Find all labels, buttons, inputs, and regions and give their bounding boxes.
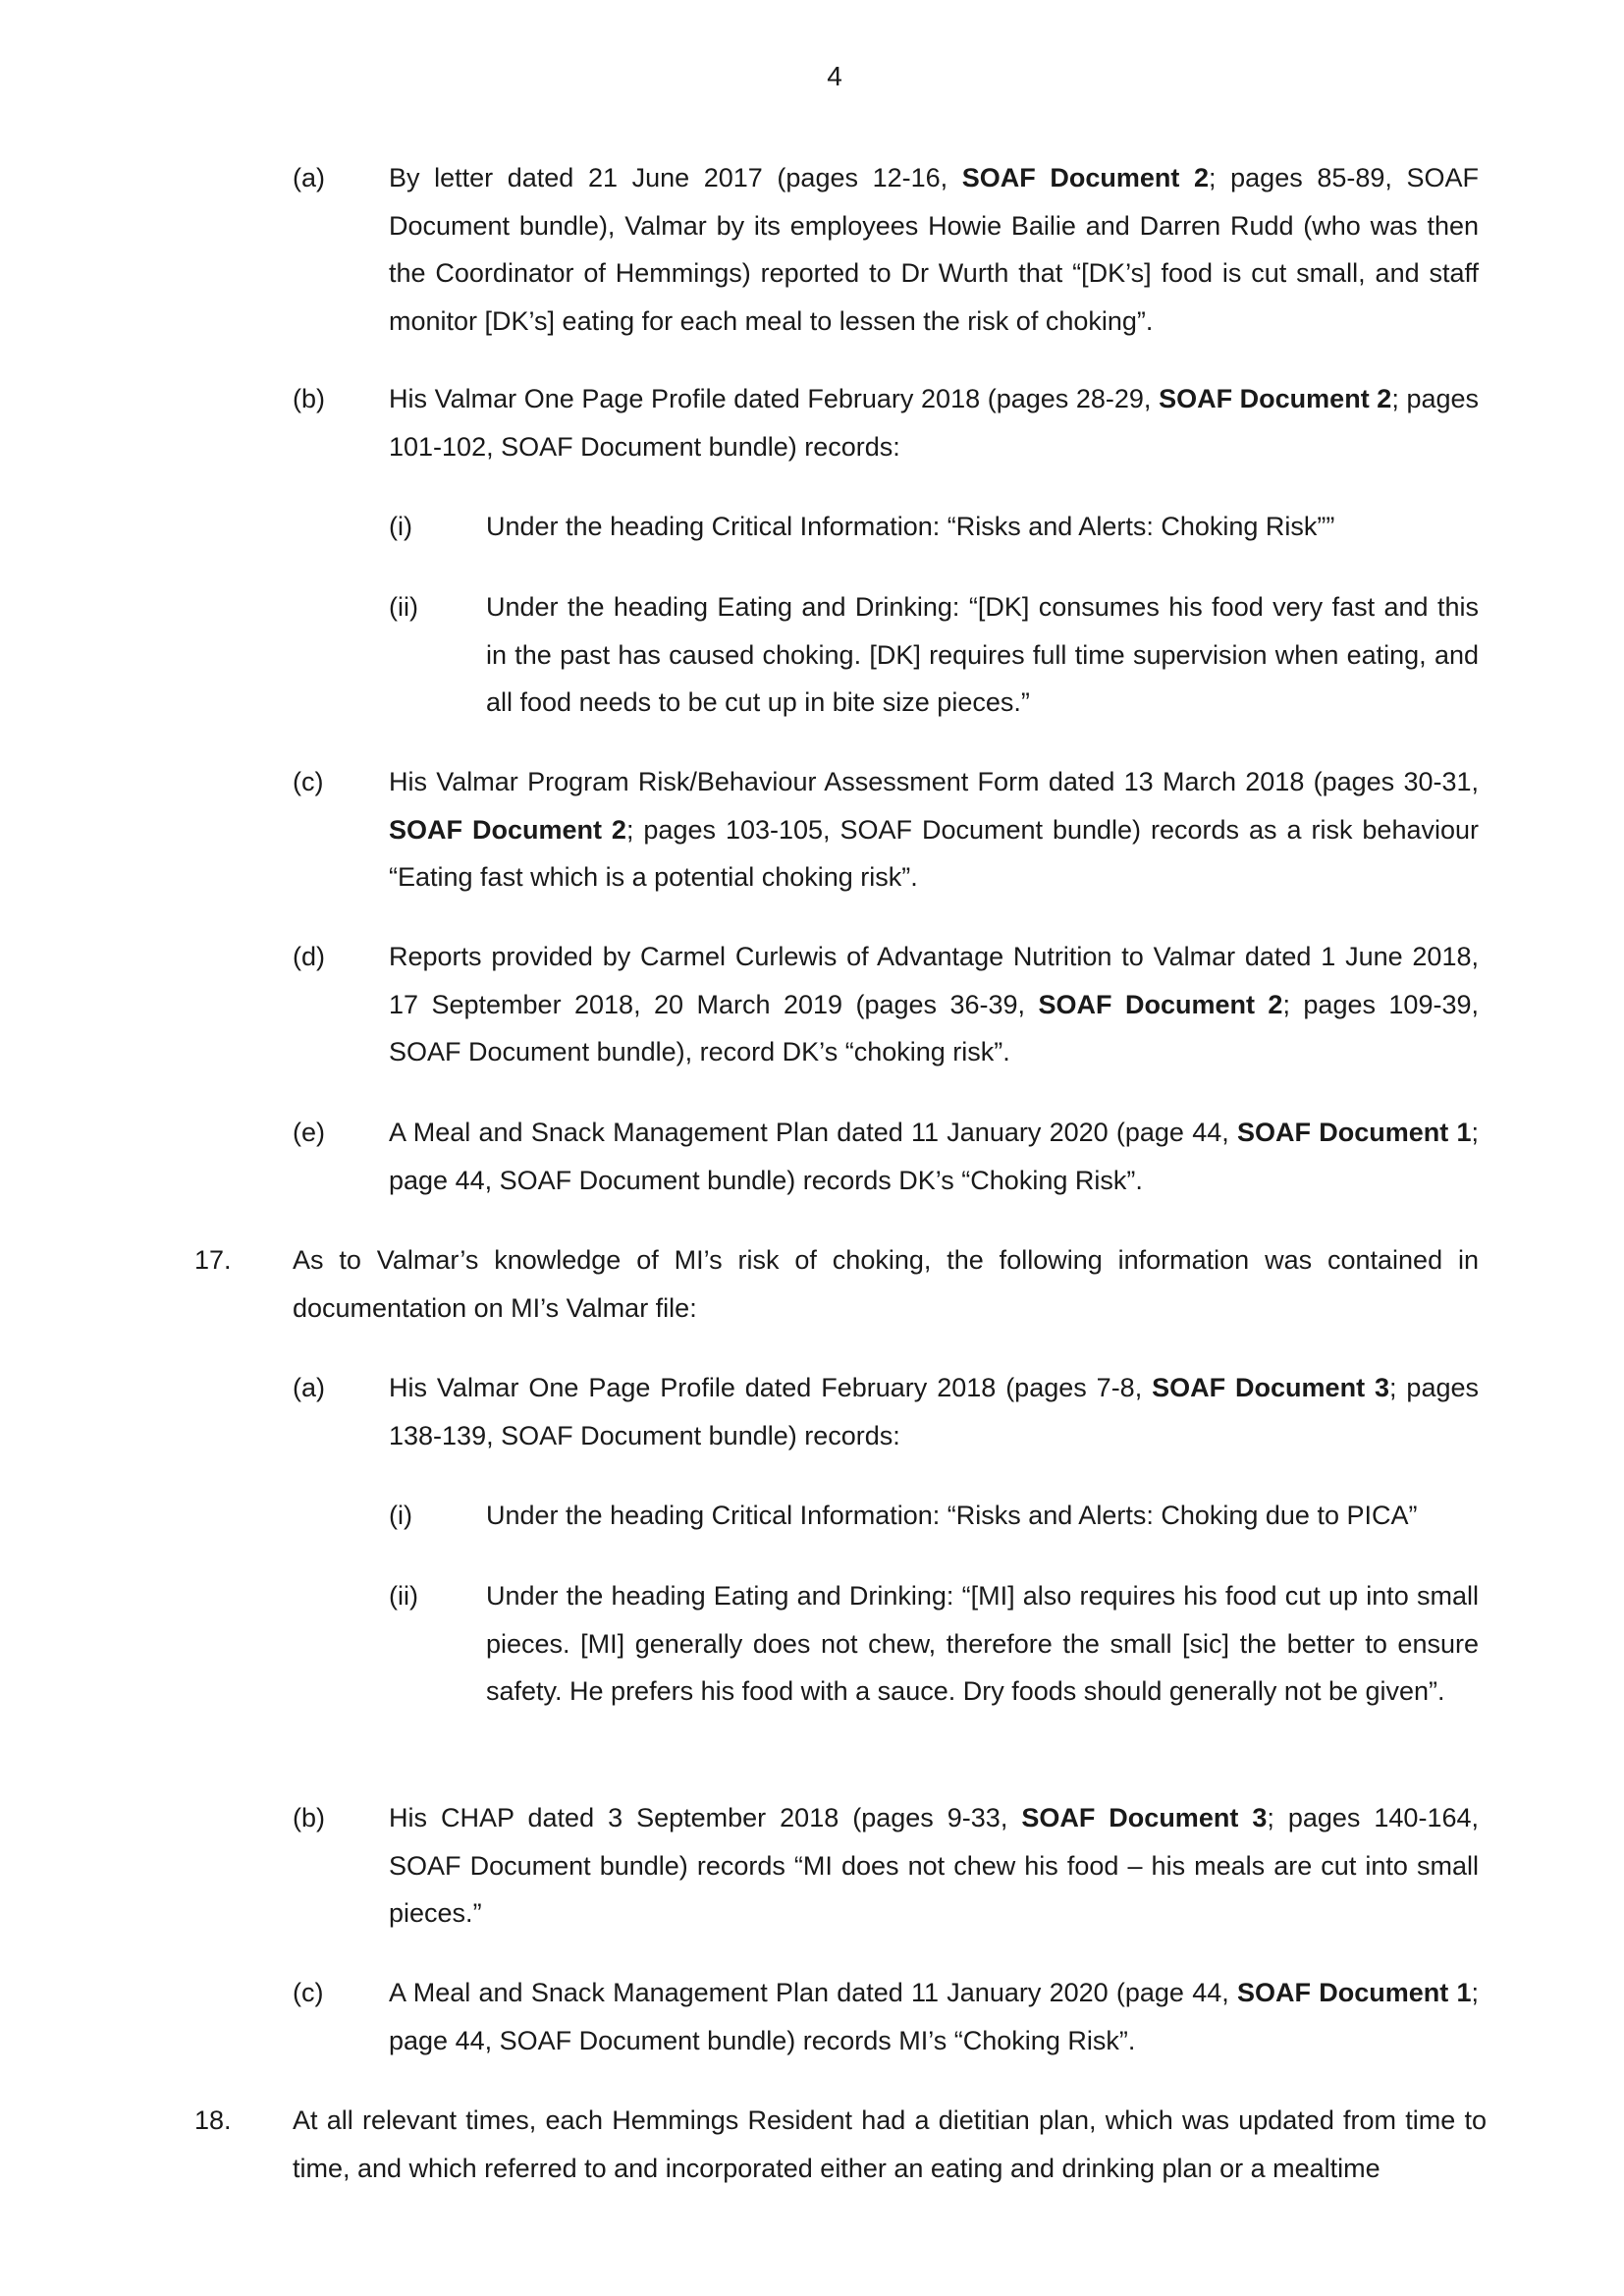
item-label: (i) (389, 1501, 412, 1530)
paragraph-17 (293, 1236, 1479, 1332)
item-label: (d) (293, 942, 325, 971)
text-run: ; pages 103-105, SOAF Document bundle) records as a risk behaviour “ (389, 814, 1479, 892)
quoted-text: Choking Risk (962, 2025, 1119, 2055)
text-run: His Valmar Program Risk/Behaviour Assessment Form dated 13 March 2018 (pages 30-31, (389, 767, 1479, 796)
text-run: As to Valmar’s knowledge of MI’s risk of choking, the following information was contained in documentation on MI’s Valmar file: (293, 1245, 1479, 1323)
item-label: (a) (293, 1373, 325, 1402)
item-label: (ii) (389, 1581, 418, 1611)
paragraph-16e (389, 1109, 1479, 1204)
paragraph-17c (389, 1969, 1479, 2064)
text-run: Under the heading Critical Information: “ (486, 1501, 956, 1530)
quoted-text: [DK’s] food is cut small, and staff monitor [DK’s] eating for each meal to lessen the risk of choking (389, 258, 1480, 336)
bold-reference: SOAF Document 2 (389, 814, 626, 845)
quoted-text: Choking Risk (970, 1165, 1127, 1195)
paragraph-16c (389, 758, 1479, 902)
item-label: (e) (293, 1118, 325, 1147)
text-run: Under the heading Critical Information: “ (486, 512, 956, 541)
text-run: ”. (901, 862, 918, 892)
item-label: (i) (389, 512, 412, 541)
page-number: 4 (827, 61, 842, 91)
paragraph-16b-ii (486, 583, 1479, 727)
text-run: ” (472, 1898, 482, 1928)
text-run: ; page 44, SOAF Document bundle) records DK’s “ (389, 1118, 1479, 1195)
text-run: Under the heading Eating and Drinking: “ (486, 1581, 971, 1611)
text-run: ”. (1136, 305, 1154, 336)
paragraph-16b (389, 375, 1479, 470)
item-label: (c) (293, 1978, 324, 2007)
quoted-text: choking risk (853, 1037, 995, 1066)
quoted-text: the better to ensure safety. He prefers his food with a sauce. Dry foods should generally not be given (486, 1628, 1479, 1706)
text-run: His Valmar One Page Profile dated February 2018 (pages 7-8, (389, 1373, 1153, 1402)
paragraph-18 (293, 2097, 1487, 2192)
text-run: ”. (1429, 1676, 1445, 1706)
paragraph-17a-ii (486, 1572, 1479, 1716)
text-run: ” (1020, 687, 1030, 717)
bold-reference: SOAF Document 2 (1159, 384, 1392, 413)
item-label: (b) (293, 384, 325, 413)
text-run: ; pages 85-89, SOAF Document bundle), Valmar by its employees Howie Bailie and Darren Rudd (who was then the Coordinator of Hemmings) reported to Dr Wurth that “ (389, 163, 1480, 288)
text-run: [sic] (1171, 1628, 1240, 1659)
quoted-text: Risks and Alerts: Choking due to PICA (955, 1501, 1409, 1530)
text-run: By letter dated 21 June 2017 (pages 12-16, (389, 163, 962, 192)
text-run: ”. (1126, 1165, 1143, 1195)
bold-reference: SOAF Document 3 (1021, 1803, 1268, 1832)
quoted-text: [MI] also requires his food cut up into small pieces. [MI] generally does not chew, therefore the small (486, 1581, 1479, 1659)
text-run: ; pages 109-39, SOAF Document bundle), record DK’s “ (389, 989, 1479, 1066)
item-label: 18. (194, 2105, 232, 2135)
bold-reference: SOAF Document 2 (961, 163, 1210, 192)
quoted-text: Eating fast which is a potential choking risk (398, 862, 902, 892)
paragraph-16a (389, 154, 1479, 345)
text-run: A Meal and Snack Management Plan dated 11 January 2020 (page 44, (389, 1118, 1237, 1147)
text-run: At all relevant times, each Hemmings Resident had a dietitian plan, which was updated from time to time, and which referred to and incorporated either an eating and drinking plan or a mealtime (293, 2105, 1487, 2183)
item-label: (ii) (389, 592, 418, 622)
item-label: 17. (194, 1245, 232, 1275)
text-run: ; page 44, SOAF Document bundle) records MI’s “ (389, 1978, 1479, 2055)
text-run: ”. (994, 1037, 1010, 1066)
paragraph-17a-i (486, 1492, 1479, 1540)
bold-reference: SOAF Document 1 (1236, 1978, 1472, 2007)
text-run: Under the heading Eating and Drinking: “ (486, 592, 978, 622)
paragraph-16b-i (486, 503, 1479, 551)
text-run: His CHAP dated 3 September 2018 (pages 9-33, (389, 1803, 1022, 1832)
text-run: ; pages 101-102, SOAF Document bundle) records: (389, 384, 1480, 462)
text-run: ” (1408, 1501, 1418, 1530)
quoted-text: MI does not chew his food – his meals are cut into small pieces. (389, 1850, 1479, 1928)
text-run: ; pages 138-139, SOAF Document bundle) records: (389, 1373, 1479, 1450)
bold-reference: SOAF Document 3 (1152, 1373, 1389, 1402)
text-run: ”. (1118, 2025, 1136, 2055)
text-run: A Meal and Snack Management Plan dated 11 January 2020 (page 44, (389, 1978, 1237, 2007)
quoted-text: [DK] consumes his food very fast and this in the past has caused choking. [DK] requires full time supervision when eating, and all food needs to be cut up in bite size pieces. (486, 592, 1479, 717)
bold-reference: SOAF Document 2 (1038, 989, 1283, 1019)
item-label: (c) (293, 767, 324, 796)
paragraph-17a (389, 1364, 1479, 1459)
text-run: ; pages 140-164, SOAF Document bundle) records “ (389, 1803, 1479, 1881)
item-label: (a) (293, 163, 325, 192)
paragraph-17b (389, 1794, 1479, 1938)
text-run: His Valmar One Page Profile dated February 2018 (pages 28-29, (389, 384, 1160, 413)
quoted-text: Risks and Alerts: Choking Risk (955, 512, 1318, 541)
text-run: ”” (1317, 512, 1335, 541)
item-label: (b) (293, 1803, 325, 1832)
text-run: Reports provided by Carmel Curlewis of Advantage Nutrition to Valmar dated 1 June 2018, 17 September 2018, 20 March 2019 (pages 36-39, (389, 942, 1479, 1019)
paragraph-16d (389, 933, 1479, 1076)
bold-reference: SOAF Document 1 (1236, 1118, 1472, 1147)
